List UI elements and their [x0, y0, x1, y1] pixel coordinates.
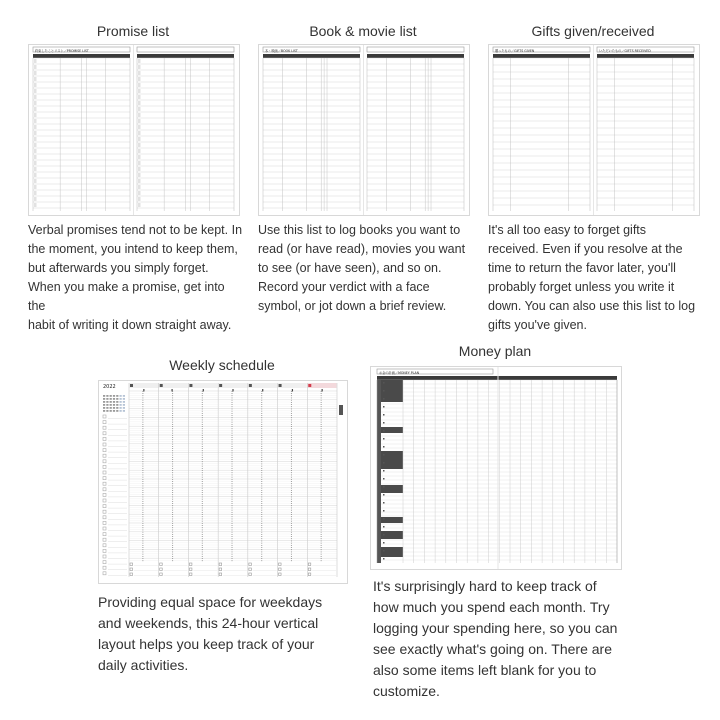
desc-line: also some items left blank for you to [373, 662, 597, 678]
desc-line: time to return the favor later, you'll [488, 261, 676, 275]
weekly-schedule-grid-drawing [99, 381, 347, 583]
desc-line: logging your spending here, so you can [373, 620, 618, 636]
money-plan-page-image [370, 366, 622, 570]
gifts-description [488, 221, 703, 335]
desc-line: the moment, you intend to keep them, [28, 242, 238, 256]
book-list-grid-drawing [259, 45, 469, 215]
promise-list-title: Promise list [96, 23, 170, 39]
weekly-schedule-page-image [98, 380, 348, 584]
money-plan-grid-drawing [371, 367, 621, 569]
money-plan-header-label: お金の計画／MONEY PLAN [379, 371, 420, 375]
promise-list-page-image [28, 44, 240, 216]
desc-line: daily activities. [98, 657, 189, 673]
book-movie-list-title: Book & movie list [309, 23, 417, 39]
promise-list-grid-drawing [29, 45, 239, 215]
promise-list-header-label: 約束したことリスト／PROMISE LIST [35, 48, 89, 53]
desc-line: It's surprisingly hard to keep track of [373, 578, 597, 594]
desc-line: It's all too easy to forget gifts [488, 223, 647, 237]
desc-line: and weekends, this 24-hour vertical [98, 615, 319, 631]
book-list-header-label: 本・映画／BOOK LIST [265, 48, 298, 53]
book-list-description [258, 221, 473, 316]
gifts-page-image [488, 44, 700, 216]
desc-line: probably forget unless you write it [488, 280, 675, 294]
money-plan-description [373, 576, 673, 702]
weekly-schedule-title: Weekly schedule [169, 357, 275, 373]
desc-line: Record your verdict with a face [258, 280, 430, 294]
desc-line: Verbal promises tend not to be kept. In [28, 223, 243, 237]
gifts-received-header-label: いただいたもの／GIFTS RECEIVED [599, 48, 651, 53]
desc-line: symbol, or jot down a brief review. [258, 299, 447, 313]
desc-line: Providing equal space for weekdays [98, 594, 323, 610]
desc-line: to see (or have seen), and so on. [258, 261, 442, 275]
desc-line: When you make a promise, get into the [28, 280, 225, 313]
desc-line: see exactly what's going on. There are [373, 641, 612, 657]
desc-line: received. Even if you resolve at the [488, 242, 683, 256]
gifts-grid-drawing [489, 45, 699, 215]
desc-line: gifts you've given. [488, 318, 587, 332]
desc-line: but afterwards you simply forget. [28, 261, 209, 275]
desc-line: read (or have read), movies you want [258, 242, 466, 256]
weekly-schedule-description [98, 592, 358, 676]
weekly-year-label: 2022 [103, 384, 116, 390]
desc-line: layout helps you keep track of your [98, 636, 315, 652]
gifts-given-header-label: 贈ったもの／GIFTS GIVEN [495, 48, 535, 53]
desc-line: how much you spend each month. Try [373, 599, 610, 615]
desc-line: Use this list to log books you want to [258, 223, 461, 237]
desc-line: habit of writing it down straight away. [28, 318, 232, 332]
money-plan-title: Money plan [458, 343, 532, 359]
gifts-title: Gifts given/received [531, 23, 655, 39]
desc-line: customize. [373, 683, 440, 699]
desc-line: down. You can also use this list to log [488, 299, 696, 313]
book-list-page-image [258, 44, 470, 216]
promise-list-description [28, 221, 243, 335]
